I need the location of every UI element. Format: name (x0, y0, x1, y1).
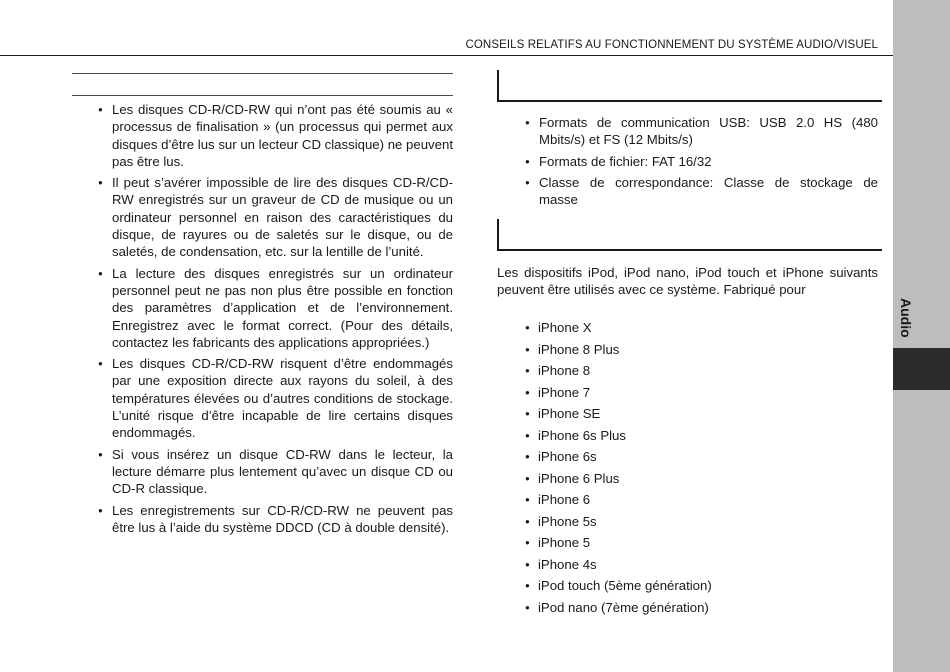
ipod-section-heading-bracket (497, 219, 882, 251)
side-tab-marker (893, 348, 950, 390)
list-item: ● Les disques CD-R/CD-RW qui n’ont pas été soumis au « processus de finalisation » (un processus qui permet aux disques d’être lus sur un lecteur CD classique) ne peuvent pas être lus. (98, 101, 453, 170)
list-item: ● iPhone 5 (525, 534, 825, 556)
list-item: ● iPhone 8 Plus (525, 341, 825, 363)
list-item: ● iPhone X (525, 319, 825, 341)
page-header-title: CONSEILS RELATIFS AU FONCTIONNEMENT DU SYSTÈME AUDIO/VISUEL (465, 39, 878, 51)
device-list (525, 319, 825, 620)
list-item: ● iPhone 4s (525, 556, 825, 578)
usb-section (525, 114, 878, 212)
list-item: ● Formats de communication USB: USB 2.0 HS (480 Mbits/s) et FS (12 Mbits/s) (525, 114, 878, 149)
list-item: ● iPhone 8 (525, 362, 825, 384)
side-tab-label: Audio (898, 298, 914, 338)
list-item: ● Il peut s’avérer impossible de lire des disques CD-R/CD-RW enregistrés sur un graveur de CD de musique ou un ordinateur personnel en raison des caractéristiques du disque, de rayures ou de saletés sur le disque, ou de saletés, de condensation, etc. sur la lentille de l’unité. (98, 174, 453, 260)
header-rule (0, 55, 893, 56)
list-item: ● iPhone 6 Plus (525, 470, 825, 492)
list-item: ● Si vous insérez un disque CD-RW dans le lecteur, la lecture démarre plus lentement qu’avec un disque CD ou CD-R classique. (98, 446, 453, 498)
list-item: ● iPhone SE (525, 405, 825, 427)
list-item: ● iPod nano (7ème génération) (525, 599, 825, 621)
list-item: ● iPhone 6s (525, 448, 825, 470)
list-item: ● Les disques CD-R/CD-RW risquent d’être endommagés par une exposition directe aux rayons du soleil, à des températures élevées ou d’autres conditions de stockage. L’unité risque d’être incapable de lire certains disques endommagés. (98, 355, 453, 441)
usb-section-heading-bracket (497, 70, 882, 102)
list-item: ● iPhone 7 (525, 384, 825, 406)
left-top-rule (72, 73, 453, 74)
list-item: ● Classe de correspondance: Classe de stockage de masse (525, 174, 878, 209)
list-item: ● iPod touch (5ème génération) (525, 577, 825, 599)
ipod-intro-paragraph: Les dispositifs iPod, iPod nano, iPod touch et iPhone suivants peuvent être utilisés avec ce système. Fabriqué pour (497, 265, 878, 298)
list-item: ● iPhone 6 (525, 491, 825, 513)
list-item: ● iPhone 6s Plus (525, 427, 825, 449)
left-bottom-rule (72, 95, 453, 96)
left-column (98, 101, 453, 540)
list-item: ● Formats de fichier: FAT 16/32 (525, 153, 878, 170)
list-item: ● iPhone 5s (525, 513, 825, 535)
list-item: ● Les enregistrements sur CD-R/CD-RW ne peuvent pas être lus à l’aide du système DDCD (CD à double densité). (98, 502, 453, 537)
list-item: ● La lecture des disques enregistrés sur un ordinateur personnel peut ne pas non plus être possible en fonction des paramètres d’application et de l’environnement. Enregistrez avec le format correct. (Pour des détails, contactez les fabricants des applications appropriées.) (98, 265, 453, 351)
